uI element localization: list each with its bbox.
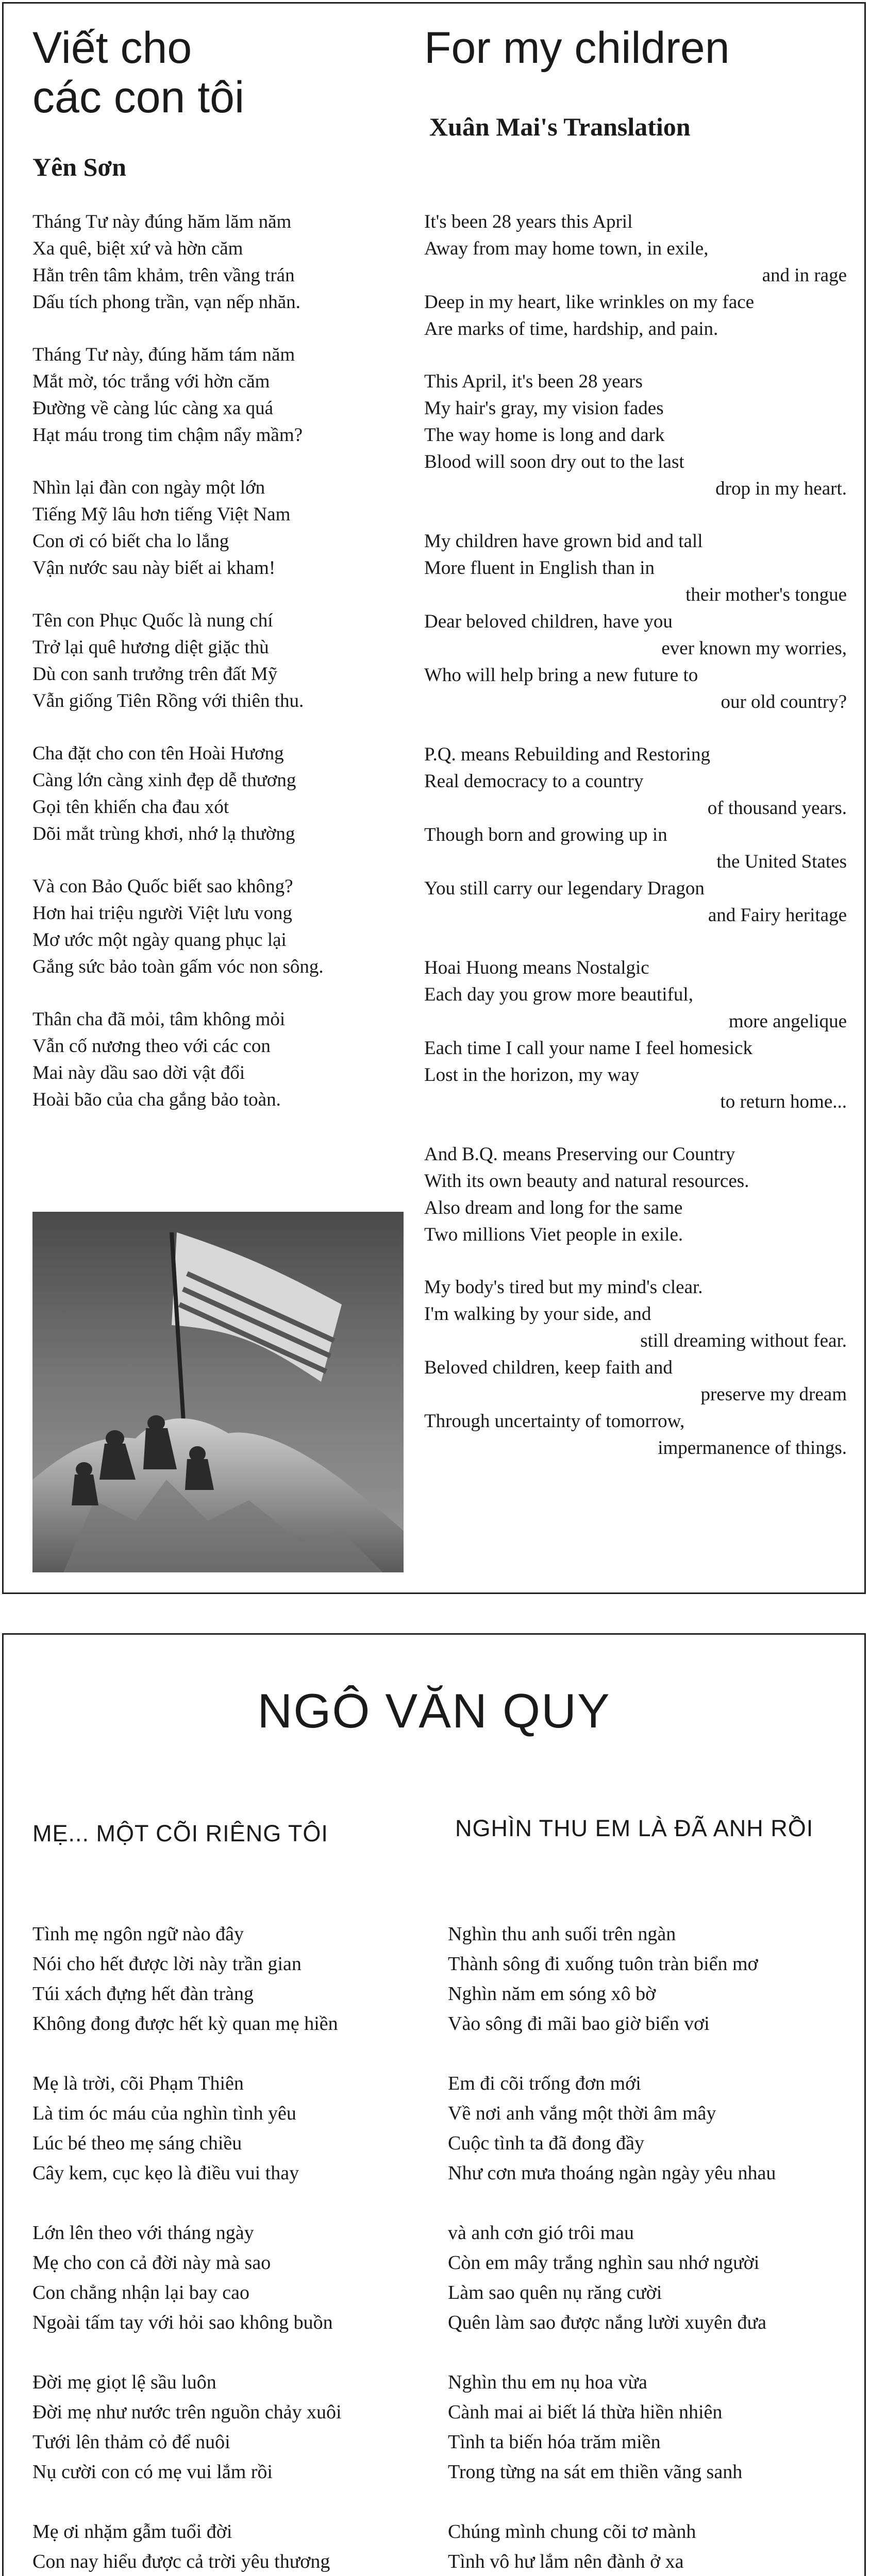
verse-line: our old country? [721, 691, 847, 713]
verse-line: Though born and growing up in [424, 824, 667, 845]
stanza-en-2 [424, 368, 847, 502]
verse-line: Who will help bring a new future to [424, 665, 698, 686]
verse-line: Dấu tích phong trần, vạn nếp nhăn. [32, 292, 300, 313]
verse-line: Are marks of time, hardship, and pain. [424, 318, 718, 340]
verse-line: ever known my worries, [661, 638, 847, 659]
verse-line: P.Q. means Rebuilding and Restoring [424, 744, 710, 765]
verse-line: This April, it's been 28 years [424, 371, 643, 392]
stanza-en-5 [424, 955, 847, 1115]
verse-line: My children have grown bid and tall [424, 531, 703, 552]
stanza-left-3 [32, 2218, 445, 2337]
right-poem-title: NGHÌN THU EM LÀ ĐÃ ANH RỒI [455, 1815, 814, 1841]
verse-line: Em đi cõi trống đơn mới [448, 2073, 641, 2094]
author-name: Yên Sơn [32, 152, 126, 181]
stanza-right-5 [448, 2517, 860, 2576]
verse-line: impermanence of things. [658, 1437, 847, 1459]
verse-line: Không đong được hết kỳ quan mẹ hiền [32, 2013, 338, 2035]
verse-line: Through uncertainty of tomorrow, [424, 1411, 685, 1432]
verse-line: Túi xách đựng hết đàn tràng [32, 1983, 254, 2005]
verse-line: Cây kem, cục kẹo là điều vui thay [32, 2162, 299, 2184]
verse-line: Càng lớn càng xinh đẹp dễ thương [32, 770, 296, 791]
verse-line: Two millions Viet people in exile. [424, 1224, 683, 1245]
verse-line: Lúc bé theo mẹ sáng chiều [32, 2132, 242, 2154]
verse-line: Gắng sức bảo toàn gấm vóc non sông. [32, 956, 324, 977]
verse-line: Tên con Phục Quốc là nung chí [32, 610, 273, 631]
verse-line: Each time I call your name I feel homesick [424, 1038, 752, 1059]
flag-raising-photo [32, 1212, 404, 1572]
verse-line: their mother's tongue [685, 584, 847, 605]
verse-line: and Fairy heritage [708, 905, 847, 926]
verse-line: Hạt máu trong tim chậm nẩy mầm? [32, 425, 303, 446]
verse-line: Tiếng Mỹ lâu hơn tiếng Việt Nam [32, 504, 291, 525]
verse-line: Cành mai ai biết lá thừa hiền nhiên [448, 2401, 723, 2423]
verse-line: Vẫn giống Tiên Rồng với thiên thu. [32, 690, 304, 711]
verse-line: And B.Q. means Preserving our Country [424, 1144, 735, 1165]
verse-line: Cuộc tình ta đã đong đầy [448, 2132, 644, 2154]
verse-line: Ngoài tấm tay với hỏi sao không buồn [32, 2312, 333, 2333]
verse-line: và anh cơn gió trôi mau [448, 2222, 634, 2244]
verse-line: Tưới lên thảm cỏ để nuôi [32, 2431, 230, 2453]
verse-line: Vẫn cố nương theo với các con [32, 1036, 271, 1057]
verse-line: Beloved children, keep faith and [424, 1357, 673, 1378]
verse-line: more angelique [728, 1011, 847, 1032]
verse-line: Thân cha đã mỏi, tâm không mỏi [32, 1009, 286, 1030]
verse-line: Xa quê, biệt xứ và hờn căm [32, 238, 243, 259]
verse-line: Tình mẹ ngôn ngữ nào đây [32, 1923, 244, 1945]
verse-line: Real democracy to a country [424, 771, 644, 792]
stanza-right-2 [448, 2069, 860, 2188]
left-poem-title: MẸ... MỘT CÕI RIÊNG TÔI [32, 1820, 328, 1846]
verse-line: Mẹ ơi nhặm gẫm tuổi đời [32, 2521, 232, 2543]
verse-line: Gọi tên khiến cha đau xót [32, 796, 229, 818]
stanza-right-3 [448, 2218, 860, 2337]
verse-line: The way home is long and dark [424, 425, 665, 446]
verse-line: Each day you grow more beautiful, [424, 984, 693, 1005]
stanza-left-5 [32, 2517, 445, 2576]
poem-left [32, 1919, 445, 2576]
stanza-vi-3 [32, 474, 424, 582]
verse-line: Mơ ước một ngày quang phục lại [32, 929, 287, 951]
verse-line: My body's tired but my mind's clear. [424, 1277, 703, 1298]
verse-line: Dear beloved children, have you [424, 611, 673, 632]
verse-line: Con nay hiểu được cả trời yêu thương [32, 2551, 330, 2572]
stanza-vi-2 [32, 342, 424, 449]
verse-line: Tình vô hư lắm nên đành ở xa [448, 2551, 684, 2572]
verse-line: Dõi mắt trùng khơi, nhớ lạ thường [32, 823, 295, 844]
verse-line: Còn em mây trắng nghìn sau nhớ người [448, 2252, 760, 2274]
verse-line: My hair's gray, my vision fades [424, 398, 664, 419]
verse-line: Đời mẹ như nước trên nguồn chảy xuôi [32, 2401, 342, 2423]
verse-line: Vận nước sau này biết ai kham! [32, 557, 276, 579]
stanza-vi-7 [32, 1006, 424, 1113]
stanza-right-1 [448, 1919, 860, 2039]
stanza-en-7 [424, 1274, 847, 1462]
verse-line: of thousand years. [707, 798, 847, 819]
verse-line: Làm sao quên nụ răng cười [448, 2282, 662, 2303]
stanza-left-4 [32, 2367, 445, 2487]
verse-line: Quên làm sao được nắng lười xuyên đưa [448, 2312, 767, 2333]
page-ngo-van-quy [2, 1633, 866, 2576]
stanza-en-3 [424, 528, 847, 716]
poem-vietnamese [32, 209, 424, 1113]
verse-line: Mắt mờ, tóc trắng với hờn căm [32, 371, 270, 392]
verse-line: Vào sông đi mãi bao giờ biển vơi [448, 2013, 710, 2035]
verse-line: It's been 28 years this April [424, 211, 633, 232]
poem-english [424, 209, 847, 1462]
verse-line: Tháng Tư này, đúng hăm tám năm [32, 344, 295, 365]
verse-line: to return home... [720, 1091, 847, 1112]
verse-line: Mẹ là trời, cõi Phạm Thiên [32, 2073, 244, 2094]
verse-line: preserve my dream [700, 1384, 847, 1405]
stanza-vi-6 [32, 873, 424, 980]
title-english: For my children [424, 23, 730, 73]
verse-line: Chúng mình chung cõi tơ mành [448, 2521, 696, 2543]
page-for-my-children [2, 2, 866, 1594]
verse-line: Hằn trên tâm khảm, trên vầng trán [32, 265, 295, 286]
verse-line: Nghìn năm em sóng xô bờ [448, 1983, 656, 2005]
verse-line: and in rage [762, 265, 847, 286]
verse-line: Nụ cười con có mẹ vui lắm rồi [32, 2461, 273, 2483]
verse-line: Blood will soon dry out to the last [424, 451, 684, 472]
verse-line: Away from may home town, in exile, [424, 238, 709, 259]
title-vi-line-2: các con tôi [32, 73, 245, 122]
translator-credit: Xuân Mai's Translation [429, 112, 691, 141]
verse-line: Con ơi có biết cha lo lắng [32, 531, 229, 552]
verse-line: Tháng Tư này đúng hăm lăm năm [32, 211, 292, 232]
verse-line: Đời mẹ giọt lệ sầu luôn [32, 2371, 216, 2393]
verse-line: Cha đặt cho con tên Hoài Hương [32, 743, 284, 764]
verse-line: Deep in my heart, like wrinkles on my face [424, 292, 755, 313]
stanza-en-6 [424, 1141, 847, 1248]
verse-line: Là tim óc máu của nghìn tình yêu [32, 2103, 296, 2124]
verse-line: Nghìn thu anh suối trên ngàn [448, 1923, 676, 1945]
stanza-vi-1 [32, 209, 424, 316]
verse-line: You still carry our legendary Dragon [424, 878, 705, 899]
stanza-left-2 [32, 2069, 445, 2188]
stanza-right-4 [448, 2367, 860, 2487]
verse-line: Nghìn thu em nụ hoa vừa [448, 2371, 647, 2393]
verse-line: Lớn lên theo với tháng ngày [32, 2222, 254, 2244]
verse-line: Dù con sanh trưởng trên đất Mỹ [32, 664, 278, 685]
verse-line: Nhìn lại đàn con ngày một lớn [32, 477, 265, 498]
verse-line: Về nơi anh vắng một thời âm mây [448, 2103, 716, 2124]
verse-line: Mai này dầu sao dời vật đổi [32, 1062, 245, 1083]
verse-line: Lost in the horizon, my way [424, 1064, 640, 1086]
verse-line: Như cơn mưa thoáng ngàn ngày yêu nhau [448, 2162, 776, 2184]
verse-line: With its own beauty and natural resources. [424, 1171, 749, 1192]
verse-line: Nói cho hết được lời này trần gian [32, 1953, 302, 1975]
title-vietnamese [32, 23, 244, 122]
verse-line: drop in my heart. [715, 478, 847, 499]
author-heading: NGÔ VĂN QUY [257, 1684, 611, 1738]
verse-line: Mẹ cho con cả đời này mà sao [32, 2252, 271, 2274]
verse-line: Đường về càng lúc càng xa quá [32, 398, 273, 419]
stanza-en-1 [424, 209, 847, 343]
stanza-left-1 [32, 1919, 445, 2039]
verse-line: Trở lại quê hương diệt giặc thù [32, 637, 269, 658]
verse-line: the United States [716, 851, 847, 872]
verse-line: Hơn hai triệu người Việt lưu vong [32, 903, 292, 924]
poem-right [448, 1919, 860, 2576]
verse-line: Trong từng na sát em thiền vãng sanh [448, 2461, 743, 2483]
verse-line: Và con Bảo Quốc biết sao không? [32, 876, 293, 897]
verse-line: Con chẳng nhận lại bay cao [32, 2282, 250, 2303]
verse-line: More fluent in English than in [424, 557, 655, 579]
verse-line: Thành sông đi xuống tuôn tràn biển mơ [448, 1953, 758, 1975]
verse-line: Hoài bão của cha gắng bảo toàn. [32, 1089, 281, 1110]
verse-line: Also dream and long for the same [424, 1197, 683, 1218]
title-vi-line-1: Viết cho [32, 23, 192, 73]
stanza-vi-5 [32, 740, 424, 848]
verse-line: still dreaming without fear. [640, 1330, 847, 1351]
stanza-en-4 [424, 741, 847, 929]
verse-line: I'm walking by your side, and [424, 1303, 651, 1325]
verse-line: Tình ta biến hóa trăm miền [448, 2431, 661, 2453]
verse-line: Hoai Huong means Nostalgic [424, 957, 649, 978]
stanza-vi-4 [32, 607, 424, 715]
